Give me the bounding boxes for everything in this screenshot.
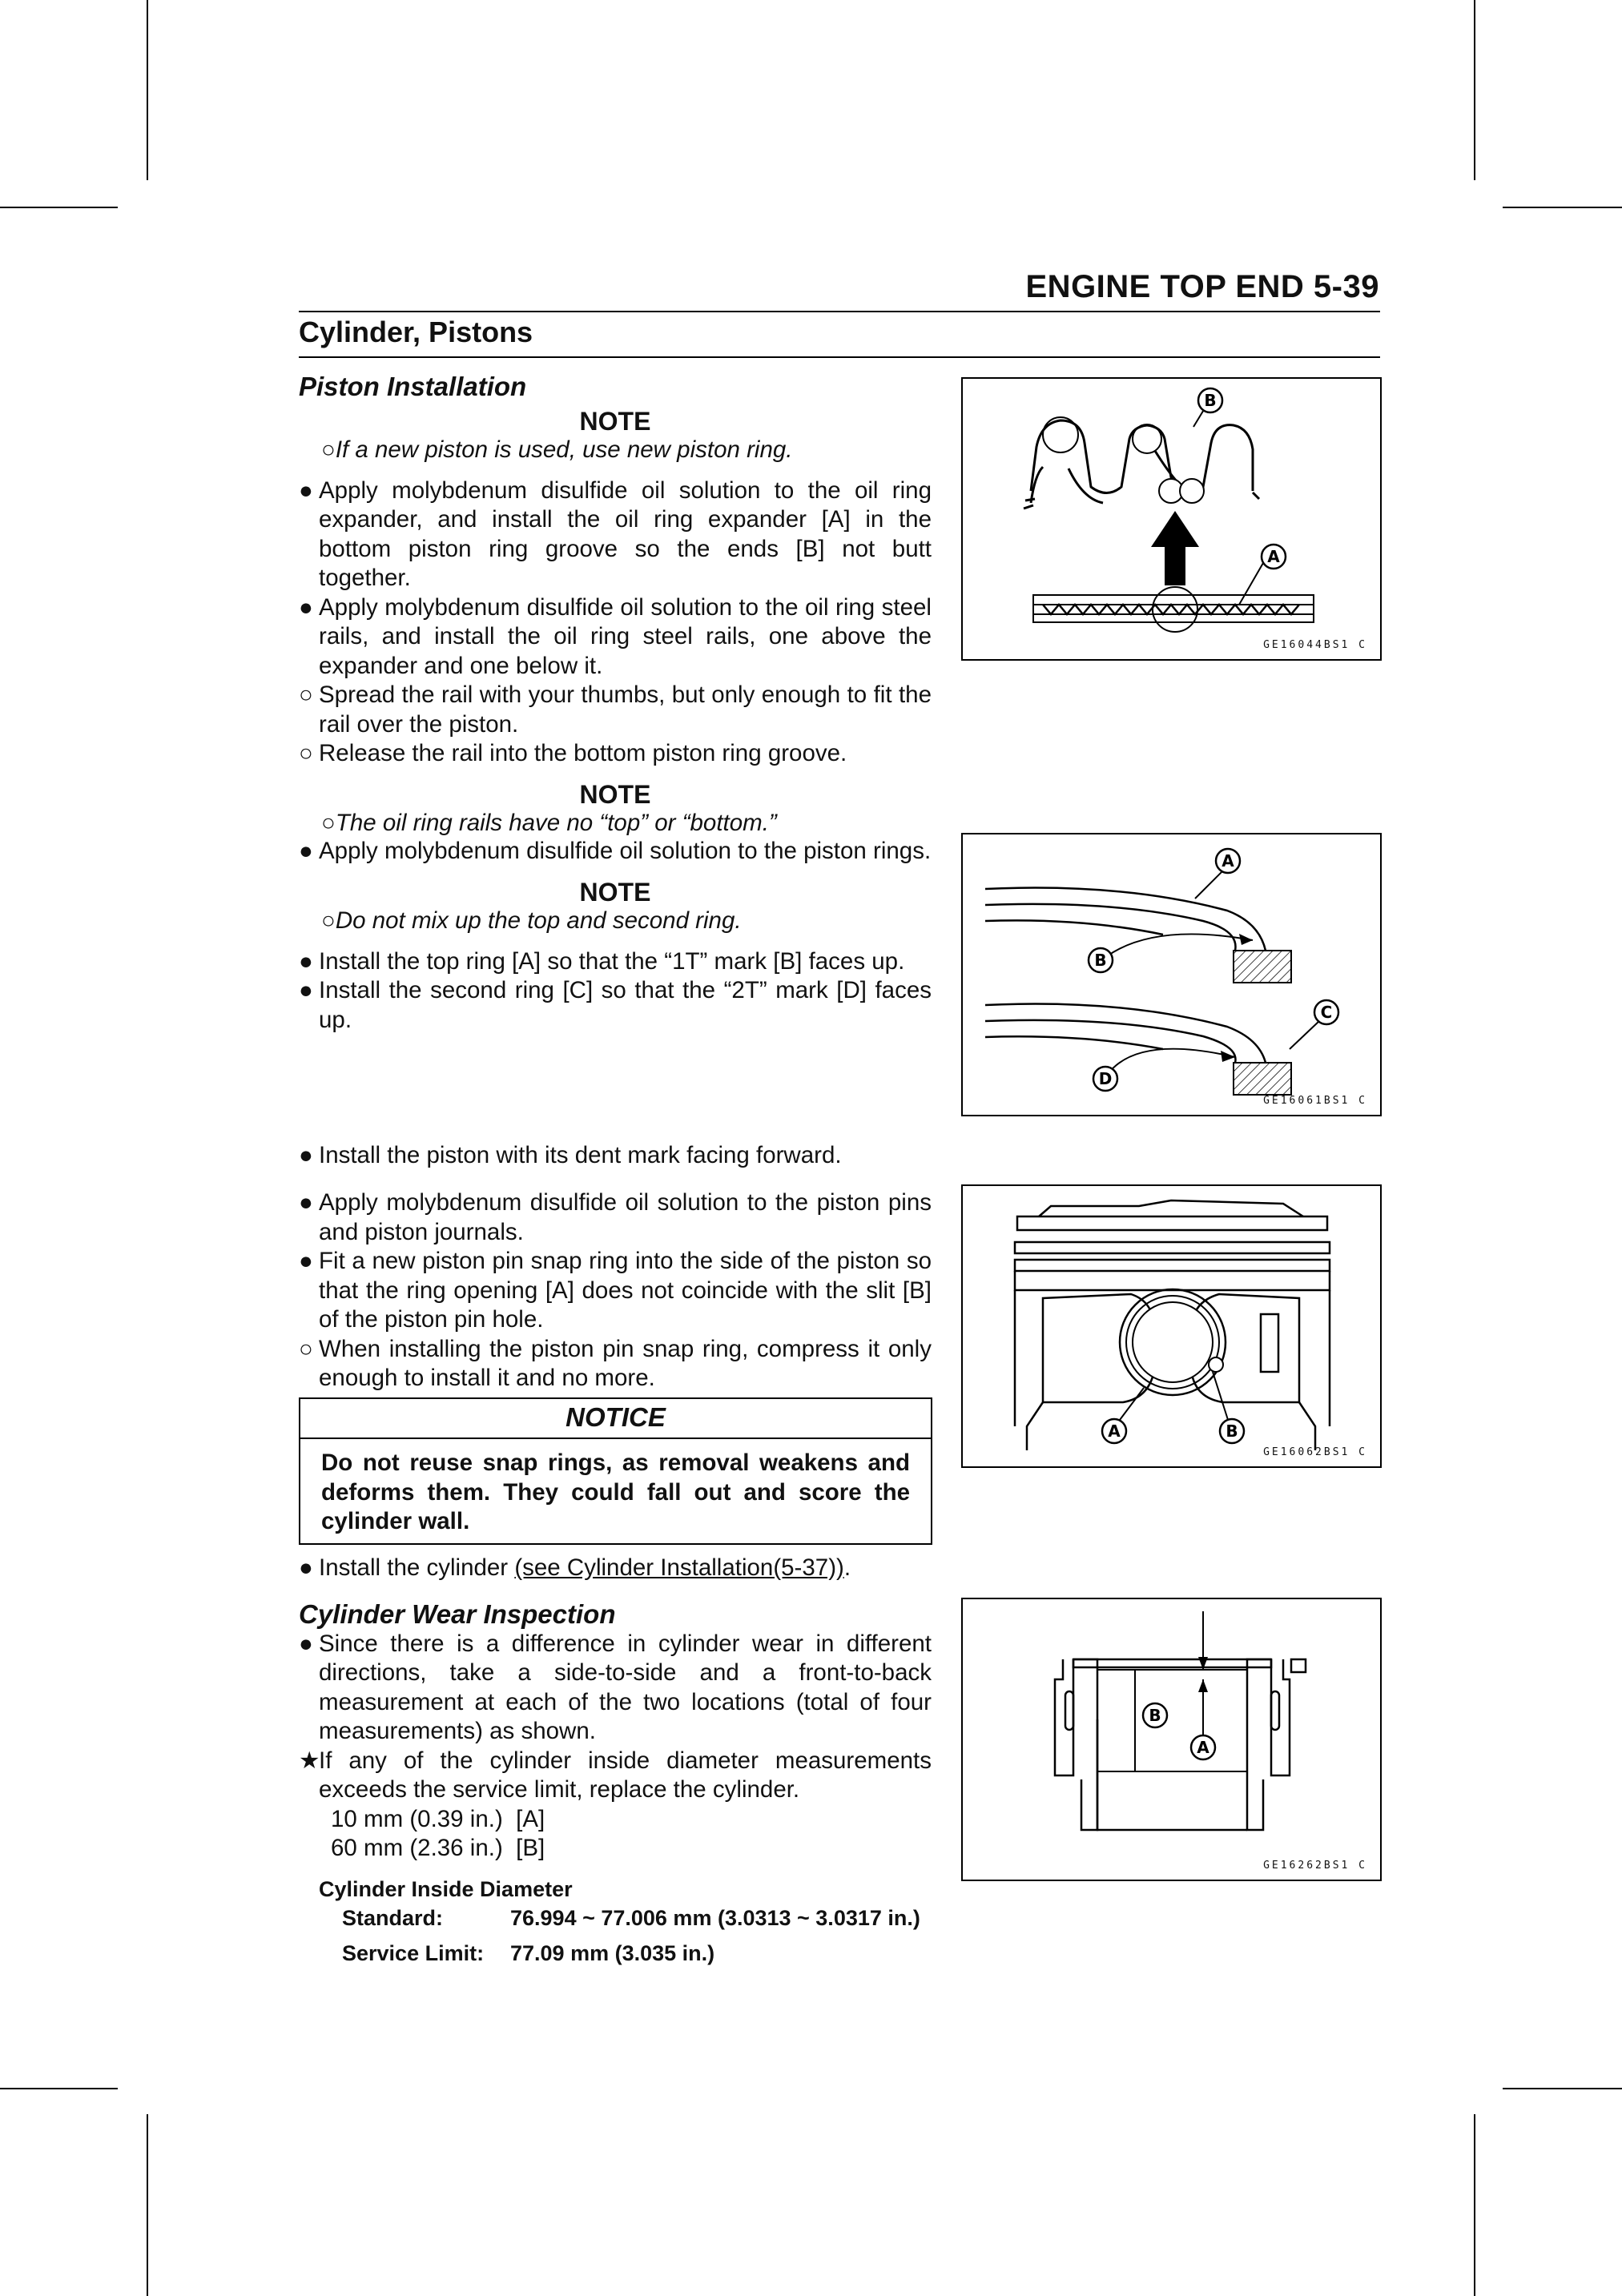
callout-b: B bbox=[1226, 1421, 1238, 1441]
piston-installation-block bbox=[299, 372, 932, 838]
spec-title: Cylinder Inside Diameter bbox=[319, 1877, 573, 1901]
list-item bbox=[299, 1630, 932, 1747]
piston-installation-heading: Piston Installation bbox=[299, 372, 527, 401]
list-item-text: Spread the rail with your thumbs, but only enough to fit the rail over the piston. bbox=[319, 682, 932, 738]
measurement-b: 60 mm (2.36 in.) [B] bbox=[331, 1835, 545, 1861]
list-item bbox=[299, 1247, 932, 1335]
oil-ring-expander-drawing bbox=[963, 379, 1380, 659]
list-item-text: Fit a new piston pin snap ring into the side of the piston so that the ring opening [A] does not coincide with the slit [B] of the piston pin hole. bbox=[319, 1248, 932, 1333]
figure-cylinder-measurement bbox=[961, 1598, 1382, 1881]
list-item-text: Install the cylinder bbox=[319, 1554, 515, 1581]
crop-mark bbox=[1474, 2114, 1475, 2296]
measurement-a: 10 mm (0.39 in.) [A] bbox=[331, 1805, 545, 1832]
list-item-text: Release the rail into the bottom piston ring groove. bbox=[319, 740, 847, 766]
crop-mark bbox=[147, 0, 148, 180]
sub-marker: ○ bbox=[299, 1335, 313, 1362]
list-item-text: When installing the piston pin snap ring, compress it only enough to install it and no more. bbox=[319, 1335, 932, 1391]
note-content: The oil ring rails have no “top” or “bottom.” bbox=[335, 810, 777, 836]
list-item-text: Apply molybdenum disulfide oil solution to the piston rings. bbox=[319, 838, 932, 864]
list-item-text: Install the piston with its dent mark facing forward. bbox=[319, 1142, 842, 1168]
callout-a: A bbox=[1222, 851, 1234, 871]
list-item bbox=[299, 476, 932, 593]
list-item bbox=[299, 947, 932, 977]
list-item bbox=[299, 681, 932, 739]
figure-piston-rings bbox=[961, 833, 1382, 1116]
list-item-text: Install the second ring [C] so that the “2T” mark [D] faces up. bbox=[319, 977, 932, 1033]
crop-mark bbox=[1503, 2088, 1622, 2089]
note-text bbox=[299, 809, 932, 838]
header-rule bbox=[299, 311, 1380, 312]
figure-piston-snap-ring bbox=[961, 1184, 1382, 1468]
sub-marker: ○ bbox=[321, 810, 336, 836]
notice-title: NOTICE bbox=[300, 1399, 931, 1439]
callout-c: C bbox=[1320, 1003, 1333, 1022]
standard-value: 76.994 ~ 77.006 mm (3.0313 ~ 3.0317 in.) bbox=[510, 1906, 920, 1930]
bullet-marker: ● bbox=[299, 476, 313, 504]
cylinder-installation-link[interactable]: (see Cylinder Installation(5-37)) bbox=[514, 1554, 844, 1581]
star-marker: ★ bbox=[299, 1747, 320, 1774]
crop-mark bbox=[0, 207, 118, 208]
note-heading: NOTE bbox=[579, 779, 651, 809]
list-item bbox=[299, 1188, 932, 1247]
sub-marker: ○ bbox=[299, 740, 313, 766]
list-item-text: . bbox=[843, 1554, 851, 1581]
snap-ring-block bbox=[299, 1188, 932, 1393]
service-limit-value: 77.09 mm (3.035 in.) bbox=[510, 1941, 715, 1965]
bullet-marker: ● bbox=[299, 1142, 313, 1168]
figure-code: GE16262BS1 C bbox=[1263, 1860, 1367, 1872]
note-heading: NOTE bbox=[579, 406, 651, 436]
list-item bbox=[299, 1141, 932, 1171]
section-title: Cylinder, Pistons bbox=[299, 316, 533, 348]
crop-mark bbox=[1503, 207, 1622, 208]
bullet-marker: ● bbox=[299, 947, 313, 975]
crop-mark bbox=[0, 2088, 118, 2089]
list-item-text: Apply molybdenum disulfide oil solution to the oil ring expander, and install the oil ring expander [A] in the bottom piston ring groove so the ends [B] not butt together. bbox=[319, 476, 932, 591]
list-item bbox=[299, 1335, 932, 1393]
install-cylinder-block bbox=[299, 1554, 932, 1583]
callout-b: B bbox=[1149, 1706, 1161, 1725]
list-item-text: Since there is a difference in cylinder wear in different directions, take a side-to-side and a front-to-back measurement at each of the two locations (total of four measurements) as shown. bbox=[319, 1630, 932, 1744]
cylinder-measurement-drawing bbox=[963, 1599, 1380, 1880]
list-item bbox=[299, 593, 932, 682]
section-rule bbox=[299, 356, 1380, 358]
note-text bbox=[299, 436, 932, 465]
figure-code: GE16061BS1 C bbox=[1263, 1095, 1367, 1107]
bullet-marker: ● bbox=[299, 977, 313, 1003]
list-item bbox=[299, 837, 932, 867]
bullet-marker: ● bbox=[299, 1248, 313, 1274]
cylinder-wear-block bbox=[299, 1600, 932, 1864]
bullet-marker: ● bbox=[299, 1630, 313, 1657]
bullet-marker: ● bbox=[299, 1554, 313, 1581]
piston-rings-drawing bbox=[963, 834, 1380, 1115]
bullet-marker: ● bbox=[299, 838, 313, 864]
page-header: ENGINE TOP END 5-39 bbox=[1025, 269, 1379, 304]
notice-box bbox=[299, 1397, 932, 1545]
crop-mark bbox=[1474, 0, 1475, 180]
list-item-text: Install the top ring [A] so that the “1T” mark [B] faces up. bbox=[319, 947, 905, 975]
callout-b: B bbox=[1204, 391, 1217, 410]
figure-code: GE16044BS1 C bbox=[1263, 639, 1367, 651]
list-item bbox=[299, 976, 932, 1035]
list-item-text: Apply molybdenum disulfide oil solution to the piston pins and piston journals. bbox=[319, 1189, 932, 1245]
note-text bbox=[299, 907, 932, 936]
dent-mark-block bbox=[299, 1141, 932, 1171]
callout-a: A bbox=[1197, 1738, 1209, 1757]
note-content: Do not mix up the top and second ring. bbox=[335, 907, 742, 934]
bullet-marker: ● bbox=[299, 593, 313, 621]
service-limit-label: Service Limit: bbox=[342, 1941, 485, 1965]
cylinder-wear-heading: Cylinder Wear Inspection bbox=[299, 1599, 616, 1629]
note-content: If a new piston is used, use new piston ring. bbox=[335, 436, 793, 463]
note-heading: NOTE bbox=[579, 877, 651, 907]
list-item bbox=[299, 1554, 932, 1583]
callout-a: A bbox=[1108, 1421, 1121, 1441]
figure-oil-ring-expander bbox=[961, 377, 1382, 661]
sub-marker: ○ bbox=[321, 907, 336, 934]
list-item-text: If any of the cylinder inside diameter measurements exceeds the service limit, replace the cylinder. bbox=[319, 1747, 932, 1803]
piston-snap-ring-drawing bbox=[963, 1186, 1380, 1466]
notice-body: Do not reuse snap rings, as removal weakens and deforms them. They could fall out and score the cylinder wall. bbox=[321, 1450, 910, 1534]
callout-d: D bbox=[1098, 1069, 1113, 1088]
crop-mark bbox=[147, 2114, 148, 2296]
list-item-text: Apply molybdenum disulfide oil solution to the oil ring steel rails, and install the oil ring steel rails, one above the expander and one below it. bbox=[319, 593, 932, 679]
sub-marker: ○ bbox=[321, 436, 336, 463]
piston-rings-block bbox=[299, 837, 932, 1035]
callout-b: B bbox=[1094, 951, 1107, 970]
standard-label: Standard: bbox=[342, 1906, 444, 1930]
sub-marker: ○ bbox=[299, 682, 313, 708]
bullet-marker: ● bbox=[299, 1189, 313, 1216]
figure-code: GE16062BS1 C bbox=[1263, 1446, 1367, 1458]
list-item bbox=[299, 1747, 932, 1805]
list-item bbox=[299, 739, 932, 769]
callout-a: A bbox=[1267, 547, 1280, 566]
